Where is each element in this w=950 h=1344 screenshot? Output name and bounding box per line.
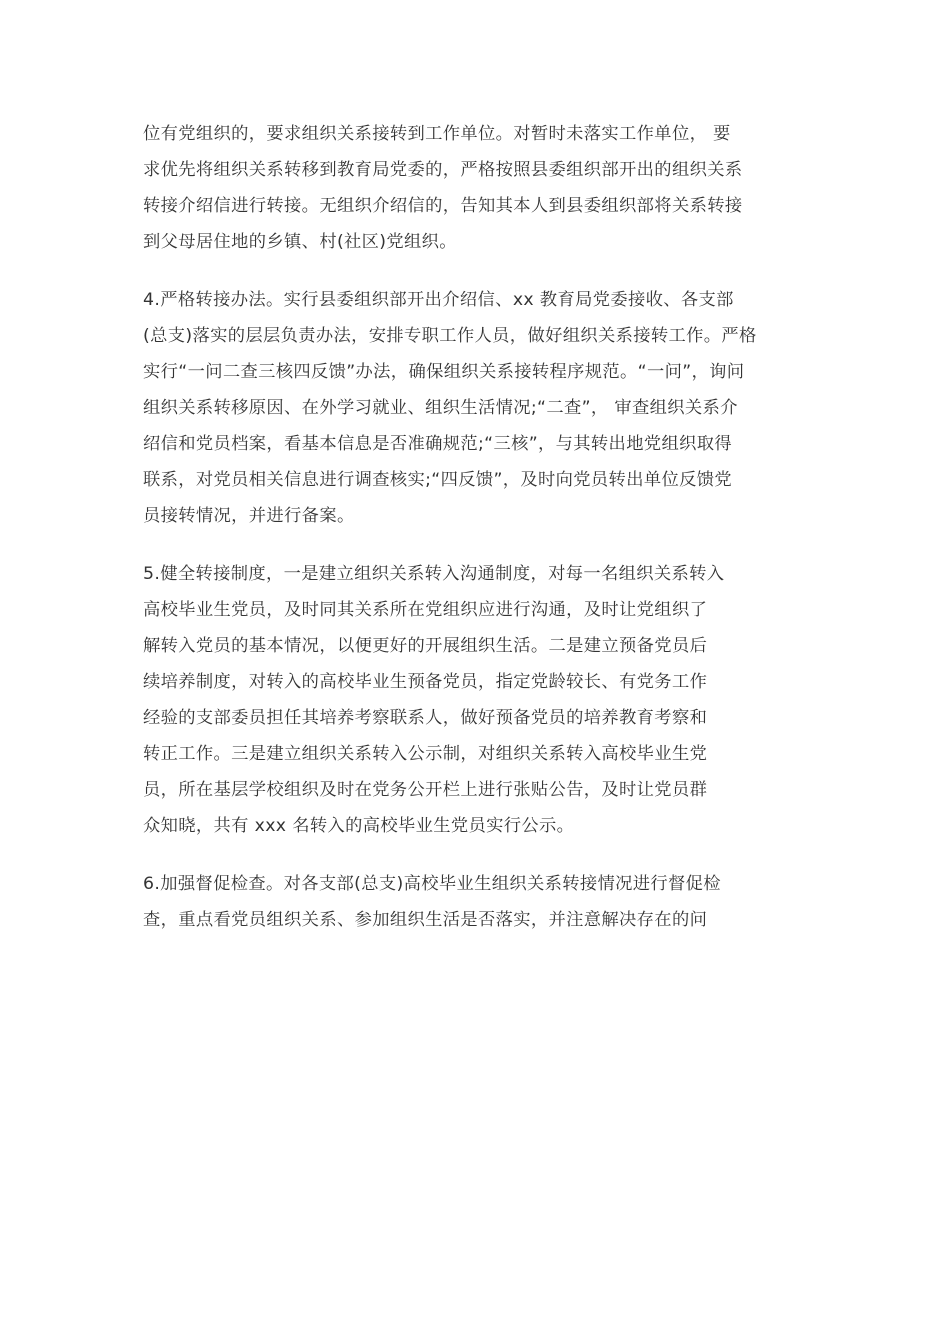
text-line: 到父母居住地的乡镇、村(社区)党组织。 [143, 232, 457, 252]
text-line: 转正工作。三是建立组织关系转入公示制，对组织关系转入高校毕业生党 [143, 744, 708, 764]
text-line: 解转入党员的基本情况，以便更好的开展组织生活。二是建立预备党员后 [143, 636, 708, 656]
text-line: 5.健全转接制度，一是建立组织关系转入沟通制度，对每一名组织关系转入 [143, 564, 725, 584]
document-page [143, 116, 811, 960]
text-line: (总支)落实的层层负责办法，安排专职工作人员，做好组织关系接转工作。严格 [143, 326, 757, 346]
text-line: 组织关系转移原因、在外学习就业、组织生活情况;“二查”， 审查组织关系介 [143, 398, 738, 418]
text-line: 经验的支部委员担任其培养考察联系人，做好预备党员的培养教育考察和 [143, 708, 708, 728]
paragraph-continuation [143, 116, 811, 260]
text-line: 实行“一问二查三核四反馈”办法，确保组织关系接转程序规范。“一问”，询问 [143, 362, 745, 382]
text-line: 查，重点看党员组织关系、参加组织生活是否落实，并注意解决存在的问 [143, 910, 708, 930]
paragraph-item-6 [143, 866, 811, 938]
text-line: 续培养制度，对转入的高校毕业生预备党员，指定党龄较长、有党务工作 [143, 672, 708, 692]
text-line: 4.严格转接办法。实行县委组织部开出介绍信、xx 教育局党委接收、各支部 [143, 290, 734, 310]
text-line: 转接介绍信进行转接。无组织介绍信的，告知其本人到县委组织部将关系转接 [143, 196, 743, 216]
paragraph-item-5 [143, 556, 811, 844]
text-line: 员接转情况，并进行备案。 [143, 506, 355, 526]
text-line: 联系，对党员相关信息进行调查核实;“四反馈”，及时向党员转出单位反馈党 [143, 470, 732, 490]
text-line: 绍信和党员档案，看基本信息是否准确规范;“三核”，与其转出地党组织取得 [143, 434, 732, 454]
paragraph-item-4 [143, 282, 811, 534]
text-line: 位有党组织的，要求组织关系接转到工作单位。对暂时未落实工作单位， 要 [143, 124, 731, 144]
text-line: 高校毕业生党员，及时同其关系所在党组织应进行沟通，及时让党组织了 [143, 600, 708, 620]
text-line: 员，所在基层学校组织及时在党务公开栏上进行张贴公告，及时让党员群 [143, 780, 708, 800]
text-line: 求优先将组织关系转移到教育局党委的，严格按照县委组织部开出的组织关系 [143, 160, 743, 180]
text-line: 众知晓，共有 xxx 名转入的高校毕业生党员实行公示。 [143, 816, 575, 836]
text-line: 6.加强督促检查。对各支部(总支)高校毕业生组织关系转接情况进行督促检 [143, 874, 721, 894]
